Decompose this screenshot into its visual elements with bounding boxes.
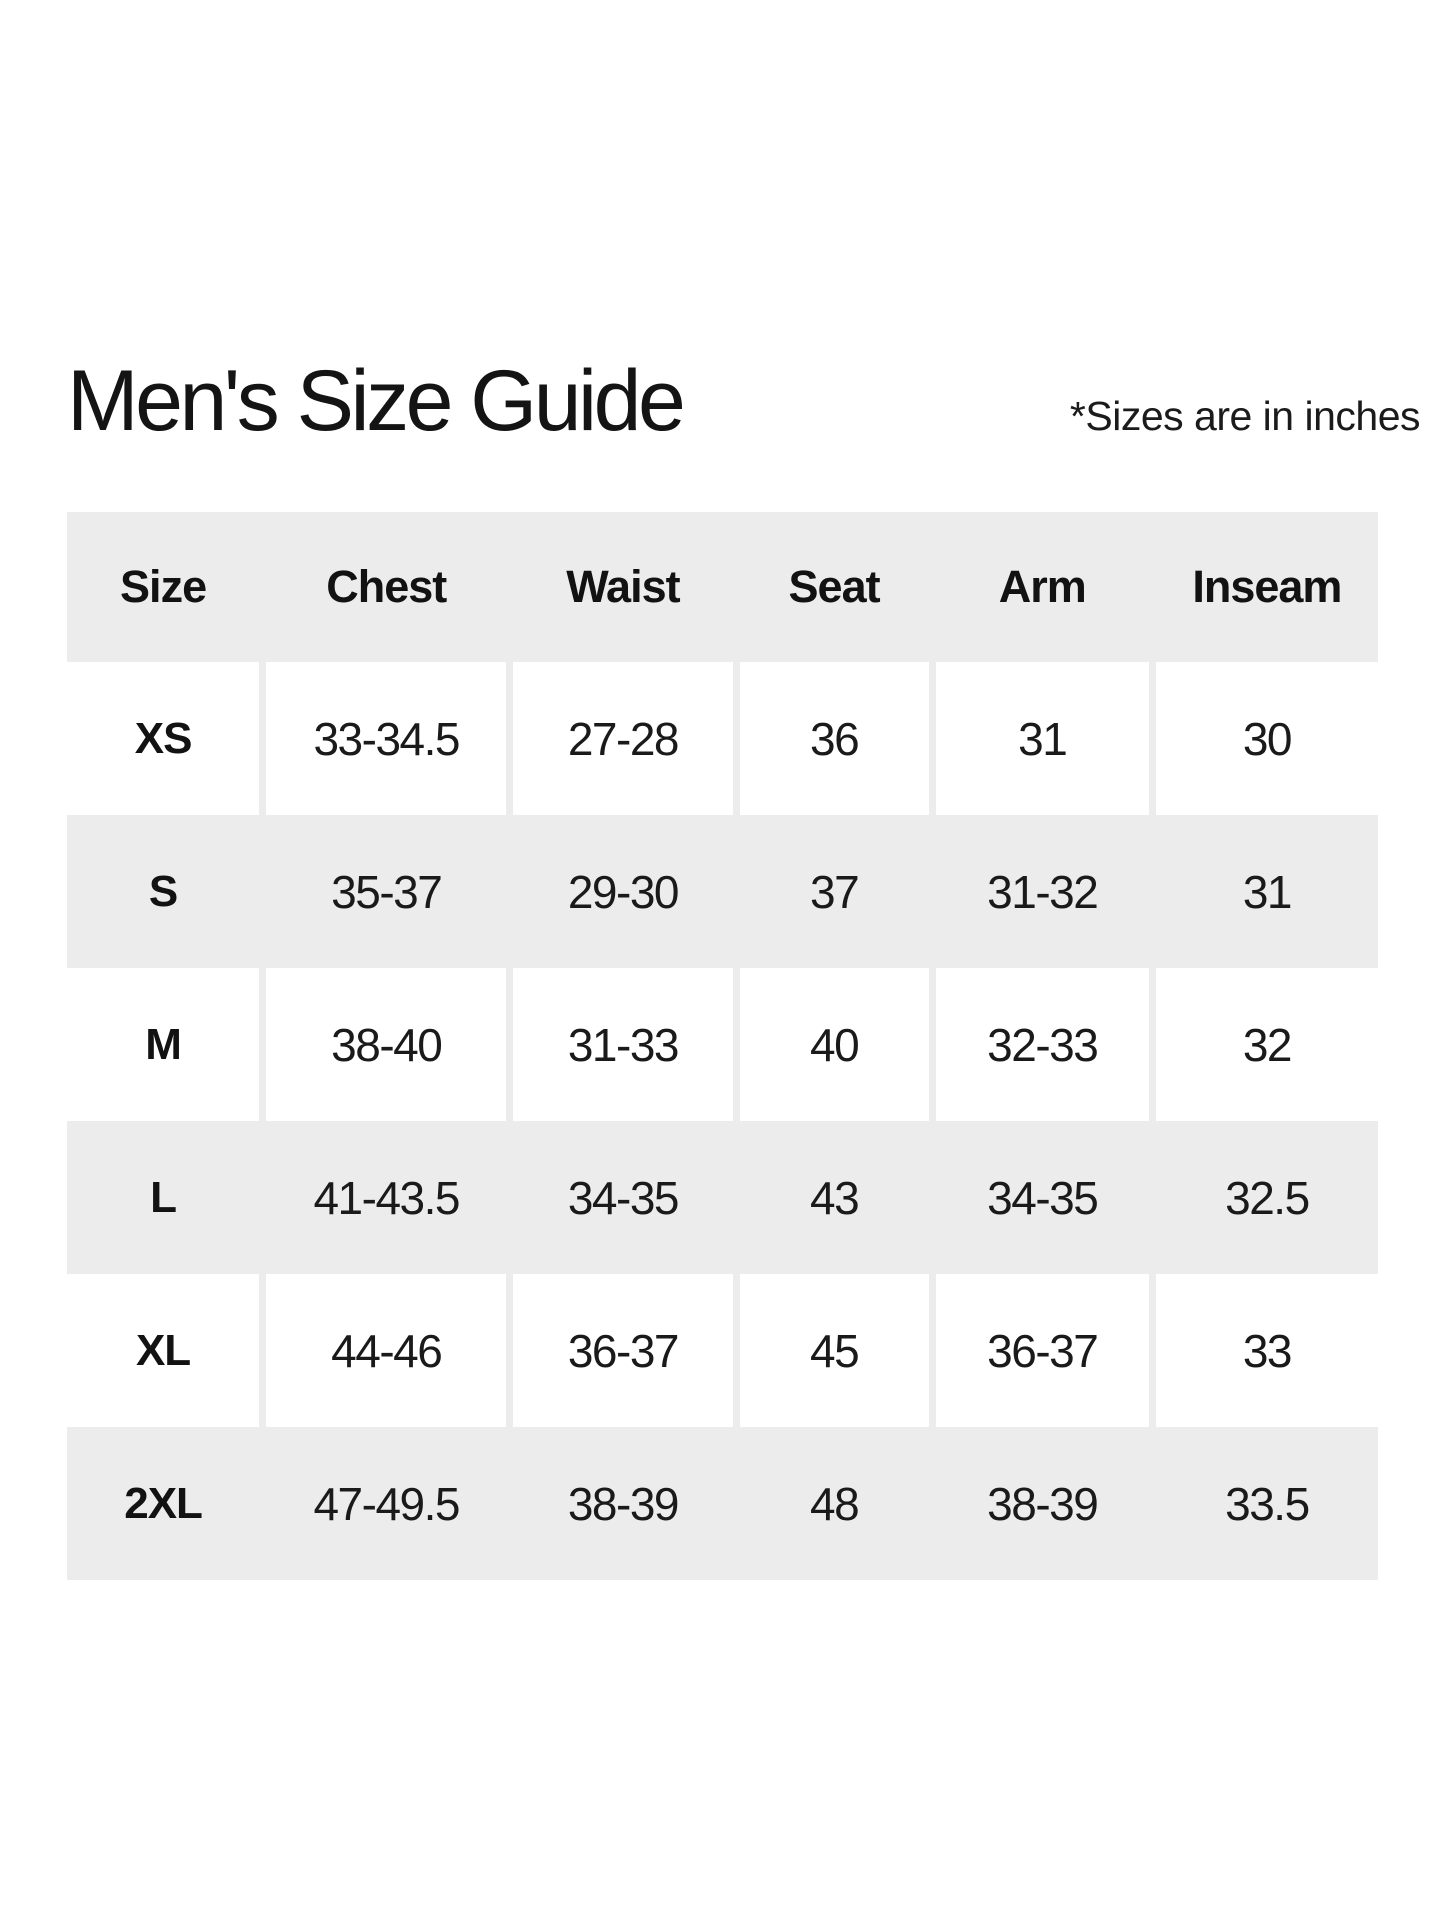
cell-s-chest: 35-37 bbox=[331, 865, 442, 918]
table-row-s bbox=[67, 815, 1378, 968]
cell-2xl-waist: 38-39 bbox=[567, 1477, 678, 1530]
row-label-xs: XS bbox=[67, 662, 259, 815]
cell-l-chest: 41-43.5 bbox=[313, 1171, 459, 1224]
row-label-2xl: 2XL bbox=[124, 1478, 202, 1528]
cell-s-seat: 37 bbox=[809, 865, 859, 918]
cell-m-chest: 38-40 bbox=[266, 968, 506, 1121]
column-header-waist: Waist bbox=[566, 561, 680, 612]
cell-2xl-inseam: 33.5 bbox=[1225, 1477, 1309, 1530]
cell-l-seat: 43 bbox=[809, 1171, 859, 1224]
column-header-chest: Chest bbox=[326, 561, 447, 612]
page-header bbox=[67, 353, 1420, 449]
cell-s-waist: 29-30 bbox=[567, 865, 678, 918]
table-row-2xl bbox=[67, 1427, 1378, 1580]
cell-xl-chest: 44-46 bbox=[266, 1274, 506, 1427]
cell-s-arm: 31-32 bbox=[987, 865, 1098, 918]
cell-l-inseam: 32.5 bbox=[1225, 1171, 1309, 1224]
row-label-s: S bbox=[148, 866, 178, 916]
size-guide-table bbox=[67, 512, 1378, 1580]
cell-m-seat: 40 bbox=[740, 968, 929, 1121]
cell-2xl-arm: 38-39 bbox=[987, 1477, 1098, 1530]
row-label-l: L bbox=[150, 1172, 177, 1222]
cell-l-waist: 34-35 bbox=[567, 1171, 678, 1224]
cell-xs-inseam: 30 bbox=[1156, 662, 1378, 815]
cell-2xl-seat: 48 bbox=[809, 1477, 859, 1530]
page-title: Men's Size Guide bbox=[67, 353, 683, 449]
row-label-m: M bbox=[67, 968, 259, 1121]
cell-xs-seat: 36 bbox=[740, 662, 929, 815]
cell-xs-waist: 27-28 bbox=[513, 662, 732, 815]
table-header-row bbox=[67, 512, 1378, 662]
cell-xl-seat: 45 bbox=[740, 1274, 929, 1427]
cell-xs-chest: 33-34.5 bbox=[266, 662, 506, 815]
cell-xl-inseam: 33 bbox=[1156, 1274, 1378, 1427]
table-row-m bbox=[67, 968, 1378, 1121]
cell-2xl-chest: 47-49.5 bbox=[313, 1477, 459, 1530]
column-header-inseam: Inseam bbox=[1192, 561, 1342, 612]
cell-l-arm: 34-35 bbox=[987, 1171, 1098, 1224]
column-header-size: Size bbox=[120, 561, 207, 612]
table-row-l bbox=[67, 1121, 1378, 1274]
cell-m-waist: 31-33 bbox=[513, 968, 732, 1121]
table-row-xs bbox=[67, 662, 1378, 815]
cell-s-inseam: 31 bbox=[1242, 865, 1291, 918]
cell-xl-arm: 36-37 bbox=[936, 1274, 1149, 1427]
cell-xs-arm: 31 bbox=[936, 662, 1149, 815]
cell-m-arm: 32-33 bbox=[936, 968, 1149, 1121]
cell-m-inseam: 32 bbox=[1156, 968, 1378, 1121]
column-header-arm: Arm bbox=[998, 561, 1086, 612]
table-row-xl bbox=[67, 1274, 1378, 1427]
units-note: *Sizes are in inches bbox=[1069, 393, 1420, 439]
cell-xl-waist: 36-37 bbox=[513, 1274, 732, 1427]
column-header-seat: Seat bbox=[788, 561, 880, 612]
row-label-xl: XL bbox=[67, 1274, 259, 1427]
